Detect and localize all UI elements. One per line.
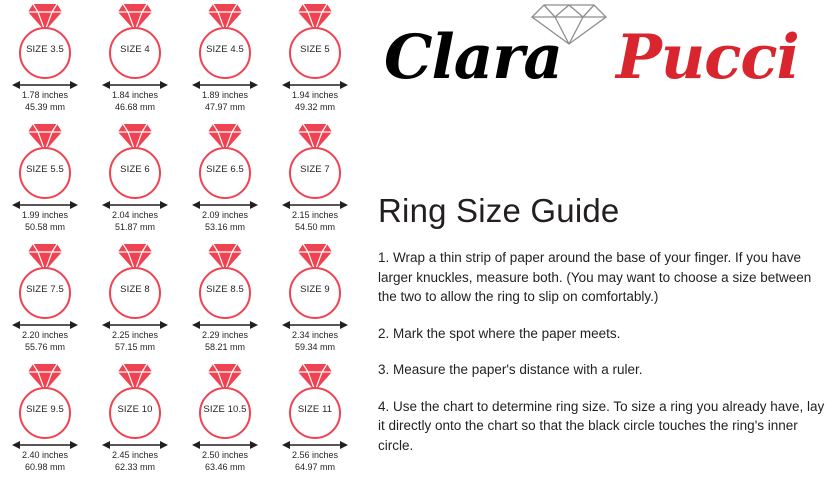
ring-mm: 55.76 mm bbox=[24, 341, 66, 352]
instruction-list bbox=[378, 248, 830, 472]
ring-measurements bbox=[90, 90, 180, 113]
width-arrow-icon bbox=[102, 80, 168, 90]
ring-size-label: SIZE 5.5 bbox=[26, 164, 64, 175]
ring-cell bbox=[0, 240, 90, 360]
ring-mm: 46.68 mm bbox=[114, 101, 156, 112]
ring-size-label: SIZE 8.5 bbox=[206, 284, 244, 295]
ring-illustration bbox=[0, 360, 90, 438]
instruction-step: 3. Measure the paper's distance with a ruler. bbox=[378, 362, 643, 377]
width-arrow-icon bbox=[282, 320, 348, 330]
ring-mm: 54.50 mm bbox=[294, 221, 336, 232]
ring-row bbox=[0, 360, 360, 480]
ring-illustration bbox=[270, 120, 360, 198]
ring-cell bbox=[180, 0, 270, 120]
ring-size-label: SIZE 4 bbox=[120, 44, 150, 55]
ring-size-label: SIZE 6.5 bbox=[206, 164, 244, 175]
ring-mm: 50.58 mm bbox=[24, 221, 66, 232]
ring-measurements bbox=[0, 450, 90, 473]
ring-inches: 2.50 inches bbox=[201, 450, 249, 460]
width-arrow-icon bbox=[282, 80, 348, 90]
width-arrow-icon bbox=[12, 320, 78, 330]
ring-size-label: SIZE 10 bbox=[117, 404, 153, 415]
ring-measurements bbox=[180, 210, 270, 233]
ring-cell bbox=[180, 240, 270, 360]
ring-mm: 59.34 mm bbox=[294, 341, 336, 352]
instruction-step: 4. Use the chart to determine ring size. To size a ring you already have, lay it directly onto the chart so that the black circle touches the ring's inner circle. bbox=[378, 398, 825, 453]
ring-size-label: SIZE 4.5 bbox=[206, 44, 244, 55]
width-arrow-icon bbox=[102, 200, 168, 210]
ring-illustration bbox=[90, 0, 180, 78]
ring-cell bbox=[180, 360, 270, 480]
brand-logo bbox=[378, 0, 838, 105]
ring-inches: 1.94 inches bbox=[291, 90, 339, 100]
instruction-step: 1. Wrap a thin strip of paper around the base of your finger. If you have larger knuckles, measure both. (You may want to choose a size between the two to allow the ring to slip on comfortably.) bbox=[378, 250, 812, 304]
ring-cell bbox=[180, 120, 270, 240]
width-arrow-icon bbox=[12, 200, 78, 210]
ring-illustration bbox=[270, 240, 360, 318]
width-arrow-icon bbox=[102, 440, 168, 450]
ring-mm: 63.46 mm bbox=[204, 461, 246, 472]
ring-size-label: SIZE 5 bbox=[300, 44, 330, 55]
ring-row bbox=[0, 0, 360, 120]
ring-measurements bbox=[270, 450, 360, 473]
ring-inches: 2.34 inches bbox=[291, 330, 339, 340]
ring-illustration bbox=[180, 360, 270, 438]
ring-inches: 2.25 inches bbox=[111, 330, 159, 340]
width-arrow-icon bbox=[282, 440, 348, 450]
width-arrow-icon bbox=[192, 80, 258, 90]
ring-size-label: SIZE 10.5 bbox=[203, 404, 247, 415]
ring-row bbox=[0, 240, 360, 360]
ring-size-label: SIZE 6 bbox=[120, 164, 150, 175]
ring-cell bbox=[0, 120, 90, 240]
ring-measurements bbox=[180, 450, 270, 473]
instruction-step: 2. Mark the spot where the paper meets. bbox=[378, 325, 621, 341]
width-arrow-icon bbox=[192, 200, 258, 210]
page-title: Ring Size Guide bbox=[378, 192, 620, 229]
ring-illustration bbox=[90, 360, 180, 438]
ring-illustration bbox=[180, 120, 270, 198]
ring-size-label: SIZE 9.5 bbox=[26, 404, 64, 415]
ring-inches: 2.29 inches bbox=[201, 330, 249, 340]
ring-size-label: SIZE 3.5 bbox=[26, 44, 64, 55]
ring-illustration bbox=[270, 360, 360, 438]
ring-cell bbox=[90, 120, 180, 240]
ring-mm: 47.97 mm bbox=[204, 101, 246, 112]
ring-measurements bbox=[180, 90, 270, 113]
ring-inches: 2.04 inches bbox=[111, 210, 159, 220]
ring-row bbox=[0, 120, 360, 240]
ring-size-label: SIZE 8 bbox=[120, 284, 150, 295]
width-arrow-icon bbox=[12, 440, 78, 450]
ring-size-label: SIZE 7 bbox=[300, 164, 330, 175]
ring-mm: 51.87 mm bbox=[114, 221, 156, 232]
ring-size-label: SIZE 11 bbox=[297, 404, 333, 415]
ring-mm: 45.39 mm bbox=[24, 101, 66, 112]
ring-illustration bbox=[0, 0, 90, 78]
ring-inches: 2.15 inches bbox=[291, 210, 339, 220]
ring-cell bbox=[0, 360, 90, 480]
ring-cell bbox=[270, 120, 360, 240]
ring-mm: 53.16 mm bbox=[204, 221, 246, 232]
ring-illustration bbox=[90, 240, 180, 318]
ring-cell bbox=[270, 240, 360, 360]
ring-illustration bbox=[0, 120, 90, 198]
ring-mm: 60.98 mm bbox=[24, 461, 66, 472]
ring-measurements bbox=[0, 90, 90, 113]
ring-illustration bbox=[180, 240, 270, 318]
width-arrow-icon bbox=[192, 320, 258, 330]
ring-inches: 1.99 inches bbox=[21, 210, 69, 220]
ring-illustration bbox=[270, 0, 360, 78]
ring-inches: 2.09 inches bbox=[201, 210, 249, 220]
ring-inches: 2.20 inches bbox=[21, 330, 69, 340]
ring-cell bbox=[90, 0, 180, 120]
ring-inches: 1.84 inches bbox=[111, 90, 159, 100]
width-arrow-icon bbox=[12, 80, 78, 90]
ring-measurements bbox=[0, 330, 90, 353]
ring-inches: 2.40 inches bbox=[21, 450, 69, 460]
ring-size-chart bbox=[0, 0, 360, 501]
ring-measurements bbox=[90, 210, 180, 233]
ring-measurements bbox=[270, 210, 360, 233]
ring-measurements bbox=[90, 330, 180, 353]
ring-measurements bbox=[0, 210, 90, 233]
ring-measurements bbox=[270, 90, 360, 113]
ring-mm: 57.15 mm bbox=[114, 341, 156, 352]
brand-name-clara: Clara bbox=[384, 22, 562, 93]
guide-panel bbox=[368, 0, 839, 501]
ring-illustration bbox=[90, 120, 180, 198]
ring-cell bbox=[90, 240, 180, 360]
ring-illustration bbox=[180, 0, 270, 78]
ring-measurements bbox=[180, 330, 270, 353]
ring-inches: 2.56 inches bbox=[291, 450, 339, 460]
ring-mm: 58.21 mm bbox=[204, 341, 246, 352]
ring-cell bbox=[270, 0, 360, 120]
ring-inches: 1.89 inches bbox=[201, 90, 249, 100]
brand-name-pucci: Pucci bbox=[616, 22, 799, 93]
ring-cell bbox=[0, 0, 90, 120]
ring-illustration bbox=[0, 240, 90, 318]
ring-measurements bbox=[90, 450, 180, 473]
ring-mm: 62.33 mm bbox=[114, 461, 156, 472]
width-arrow-icon bbox=[102, 320, 168, 330]
ring-mm: 64.97 mm bbox=[294, 461, 336, 472]
ring-inches: 2.45 inches bbox=[111, 450, 159, 460]
ring-size-label: SIZE 9 bbox=[300, 284, 330, 295]
ring-inches: 1.78 inches bbox=[21, 90, 69, 100]
ring-measurements bbox=[270, 330, 360, 353]
ring-cell bbox=[90, 360, 180, 480]
width-arrow-icon bbox=[282, 200, 348, 210]
width-arrow-icon bbox=[192, 440, 258, 450]
ring-size-label: SIZE 7.5 bbox=[26, 284, 64, 295]
ring-mm: 49.32 mm bbox=[294, 101, 336, 112]
ring-cell bbox=[270, 360, 360, 480]
